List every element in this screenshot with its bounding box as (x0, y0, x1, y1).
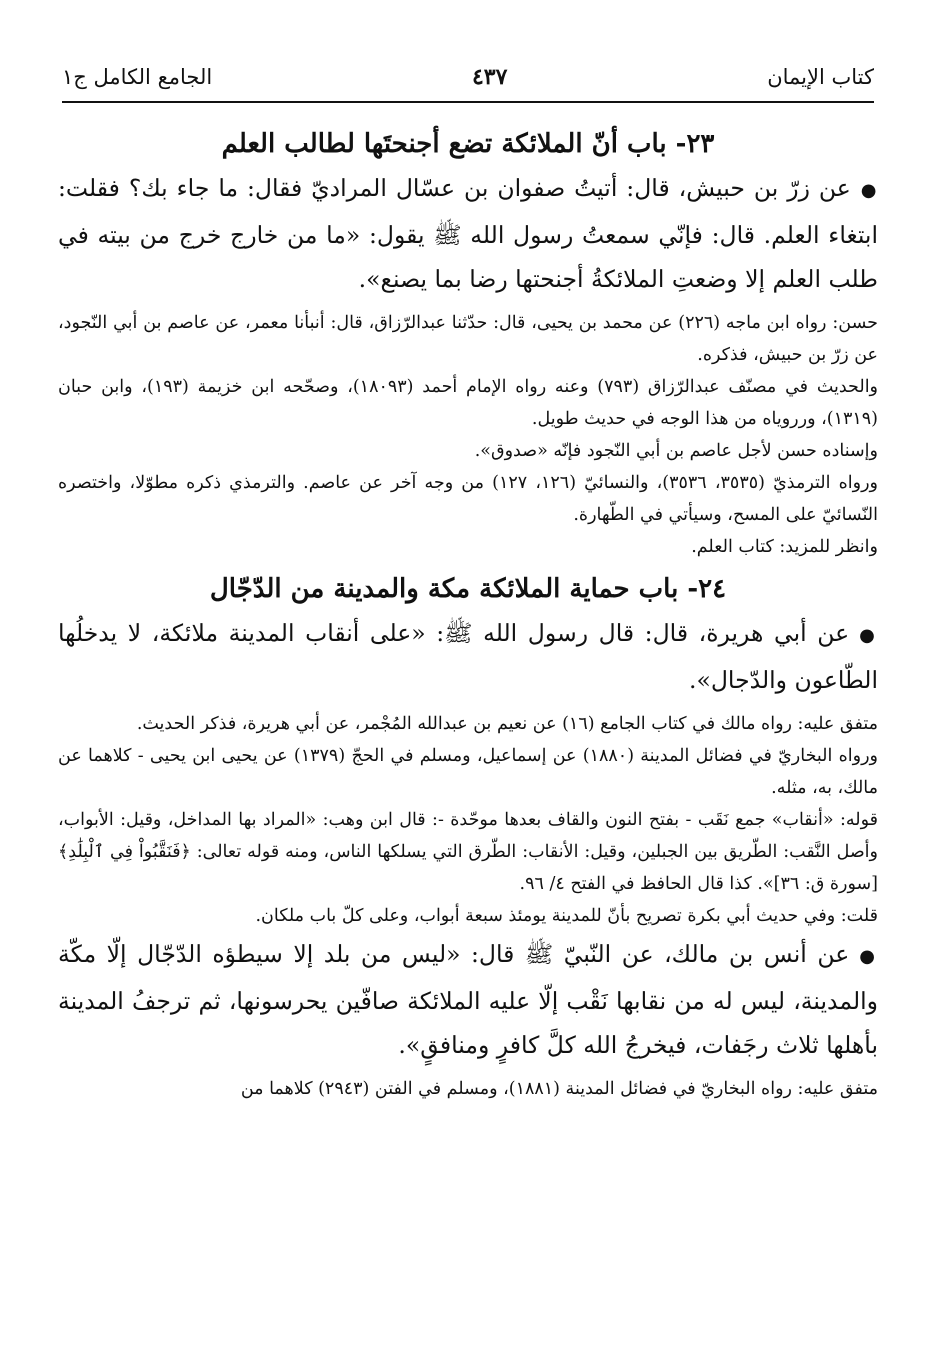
chapter-title: ٢٣- باب أنّ الملائكة تضع أجنحتَها لطالب العلم (221, 129, 715, 159)
chapter-title: ٢٤- باب حماية الملائكة مكة والمدينة من الدّجّال (209, 574, 727, 604)
takhrij-note: والحديث في مصنّف عبدالرّزاق (٧٩٣) وعنه رواه الإمام أحمد (١٨٠٩٣)، وصحّحه ابن خزيمة (١٩٣)، وابن حبان (١٣١٩)، ورروياه من هذا الوجه في حديث طويل. (58, 377, 879, 429)
page-number: ٤٣٧ (471, 64, 508, 90)
takhrij-note: متفق عليه: رواه البخاريّ في فضائل المدينة (١٨٨١)، ومسلم في الفتن (٢٩٤٣) كلاهما من (240, 1079, 878, 1099)
header-book-title: الجامع الكامل ج١ (62, 65, 213, 89)
takhrij-note: ورواه البخاريّ في فضائل المدينة (١٨٨٠) عن إسماعيل، ومسلم في الحجّ (١٣٧٩) عن يحيى ابن يحيى - كلاهما عن مالك، به، مثله. (58, 746, 878, 798)
hadith-text (58, 611, 878, 702)
takhrij-note: ورواه الترمذيّ (٣٥٣٥، ٣٥٣٦)، والنسائيّ (١٢٦، ١٢٧) من وجه آخر عن عاصم. والترمذي ذكره مطوّلا، واختصره النّسائيّ على المسح، وسيأتي في الطّهارة. (58, 473, 879, 525)
bullet-icon: ● (860, 180, 878, 201)
hadith-body: عن أنس بن مالك، عن النّبيّ ﷺ قال: «ليس من بلد إلا سيطؤه الدّجّال إلّا مكّة والمدينة، ليس له من نقابها نَقْب إلّا عليه الملائكة صافّين يحرسونها، ثم ترجفُ المدينة بأهلها ثلاث رجَفات، فيخرجُ الله كلَّ كافرٍ ومنافقٍ». (58, 940, 878, 1059)
bullet-icon: ● (859, 625, 878, 646)
hadith-text (58, 166, 878, 301)
page-header (62, 60, 874, 94)
page-body (58, 122, 878, 1105)
takhrij-note: وإسناده حسن لأجل عاصم بن أبي النّجود فإنّه «صدوق». (474, 441, 878, 461)
takhrij-note: حسن: رواه ابن ماجه (٢٢٦) عن محمد بن يحيى، قال: حدّثنا عبدالرّزاق، قال: أنبأنا معمر، عن عاصم بن أبي النّجود، عن زرّ بن حبيش، فذكره. (58, 313, 878, 365)
header-book-section: كتاب الإيمان (767, 65, 874, 89)
hadith-text (58, 932, 878, 1067)
hadith-body: عن زرّ بن حبيش، قال: أتيتُ صفوان بن عسّال المراديّ فقال: ما جاء بك؟ فقلت: ابتغاء العلم. قال: فإنّي سمعتُ رسول الله ﷺ يقول: «ما من خارج خرج من بيته في طلب العلم إلا وضعتِ الملائكةُ أجنحتها رضا بما يصنع». (58, 174, 878, 293)
takhrij-note: قلت: وفي حديث أبي بكرة تصريح بأنّ للمدينة يومئذ سبعة أبواب، وعلى كلّ باب ملكان. (255, 906, 878, 926)
takhrij-note: متفق عليه: رواه مالك في كتاب الجامع (١٦) عن نعيم بن عبدالله المُجْمر، عن أبي هريرة، فذكر الحديث. (136, 714, 878, 734)
hadith-body: عن أبي هريرة، قال: قال رسول الله ﷺ: «على أنقاب المدينة ملائكة، لا يدخلُها الطّاعون والدّجال». (58, 619, 878, 694)
header-rule (62, 101, 874, 103)
takhrij-note: وانظر للمزيد: كتاب العلم. (691, 537, 878, 557)
bullet-icon: ● (859, 946, 878, 967)
takhrij-note: قوله: «أنقاب» جمع نَقَب - بفتح النون والقاف بعدها موحّدة -: قال ابن وهب: «المراد بها المداخل، وقيل: الأبواب، وأصل النَّقب: الطّريق بين الجبلين، وقيل: الأنقاب: الطّرق التي يسلكها الناس، ومنه قوله تعالى: ﴿فَنَقَّبُواْ فِي ٱلْبِلَٰدِ﴾ [سورة ق: ٣٦]». كذا قال الحافظ في الفتح ٤/ ٩٦. (58, 810, 878, 894)
